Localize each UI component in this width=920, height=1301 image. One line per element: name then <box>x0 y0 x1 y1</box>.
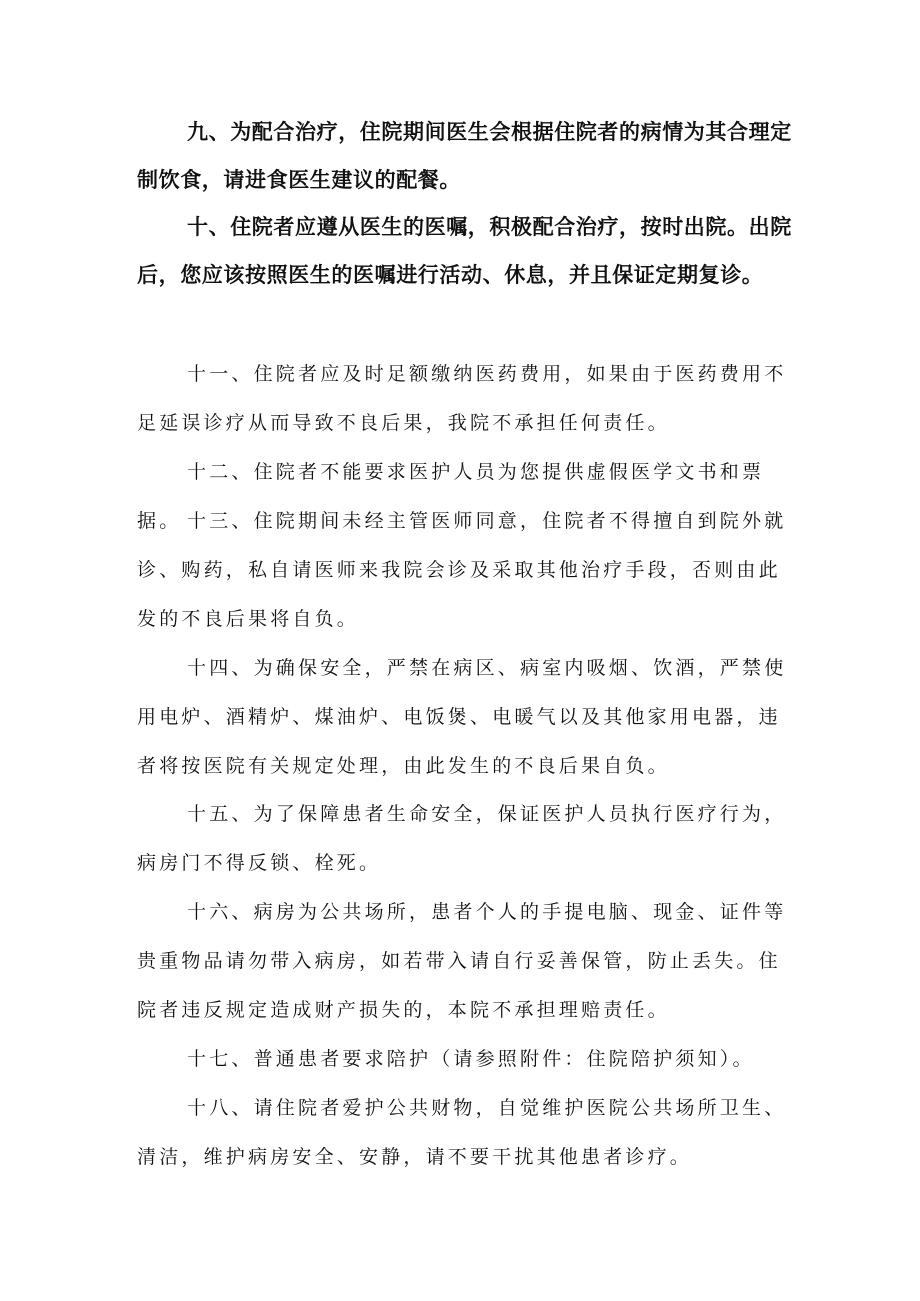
paragraph-item-9: 九、为配合治疗，住院期间医生会根据住院者的病情为其合理定制饮食，请进食医生建议的配餐。 <box>137 120 792 192</box>
paragraph-item-14: 十四、为确保安全，严禁在病区、病室内吸烟、饮酒，严禁使用电炉、酒精炉、煤油炉、电饭煲、电暖气以及其他家用电器，违者将按医院有关规定处理，由此发生的不良后果自负。 <box>137 657 787 777</box>
paragraph-item-17: 十七、普通患者要求陪护（请参照附件：住院陪护须知）。 <box>187 1048 755 1070</box>
paragraph-item-10: 十、住院者应遵从医生的医嘱，积极配合治疗，按时出院。出院后，您应该按照医生的医嘱进行活动、休息，并且保证定期复诊。 <box>137 215 792 287</box>
paragraph-item-12: 十二、住院者不能要求医护人员为您提供虚假医学文书和票据。 <box>137 461 765 532</box>
paragraph-item-15: 十五、为了保障患者生命安全，保证医护人员执行医疗行为，病房门不得反锁、栓死。 <box>137 803 787 874</box>
paragraph-item-18: 十八、请住院者爱护公共财物，自觉维护医院公共场所卫生、清洁，维护病房安全、安静，请不要干扰其他患者诊疗。 <box>137 1097 787 1168</box>
paragraph-item-11: 十一、住院者应及时足额缴纳医药费用，如果由于医药费用不足延误诊疗从而导致不良后果，我院不承担任何责任。 <box>137 363 787 434</box>
paragraph-item-16: 十六、病房为公共场所，患者个人的手提电脑、现金、证件等贵重物品请勿带入病房，如若带入请自行妥善保管，防止丢失。住院者违反规定造成财产损失的，本院不承担理赔责任。 <box>137 901 787 1021</box>
paragraph-item-13: 十三、住院期间未经主管医师同意，住院者不得擅自到院外就诊、购药，私自请医师来我院会诊及采取其他治疗手段，否则由此发的不良后果将自负。 <box>137 510 787 630</box>
